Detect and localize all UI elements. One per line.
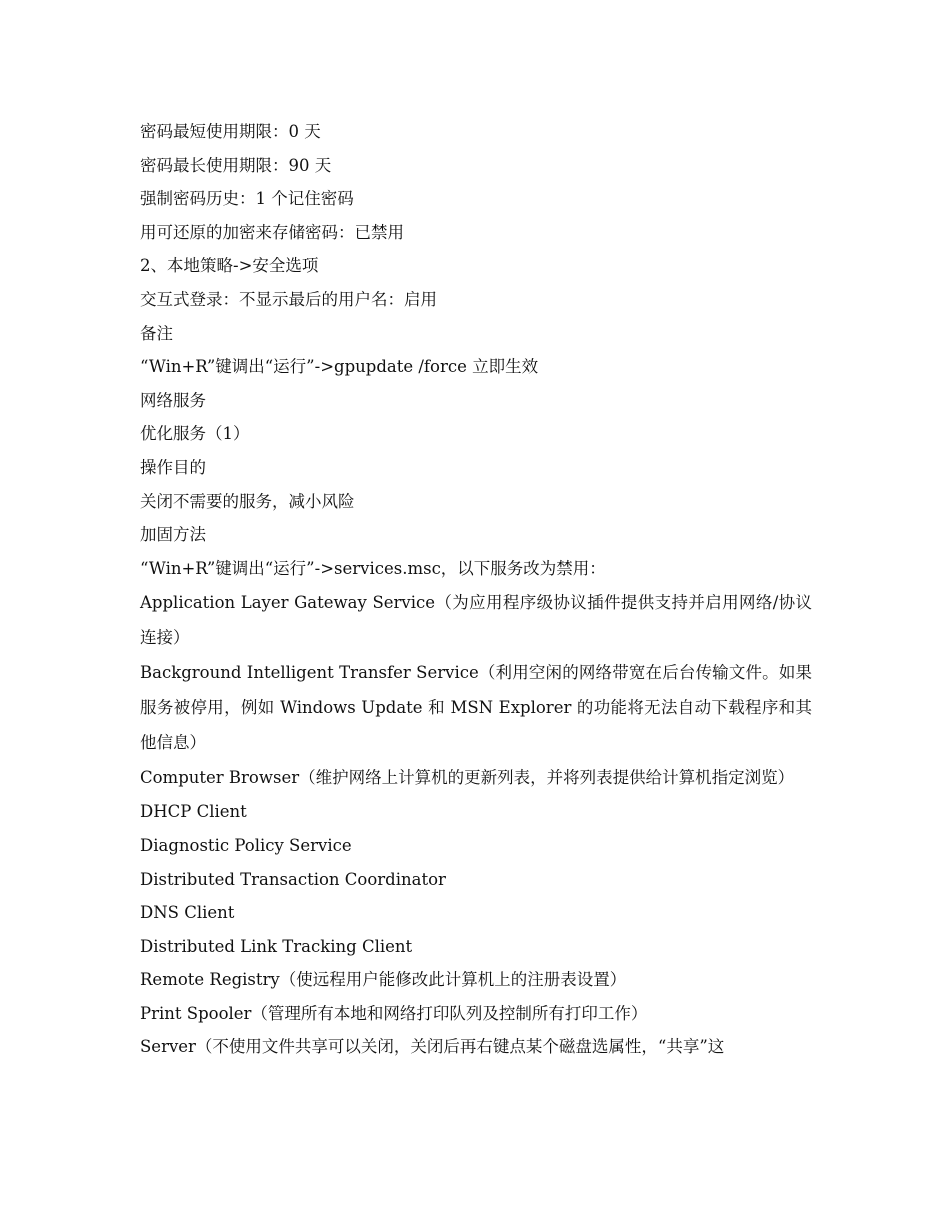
services-msc-instruction-line: “Win+R”键调出“运行”->services.msc，以下服务改为禁用： [140, 558, 606, 578]
service-diagnostic-policy: Diagnostic Policy Service [140, 835, 352, 855]
section-local-policy-heading: 2、本地策略->安全选项 [140, 256, 319, 276]
service-dhcp-client: DHCP Client [140, 802, 247, 822]
gpupdate-instruction-line: “Win+R”键调出“运行”->gpupdate /force 立即生效 [140, 357, 539, 377]
max-password-age-line: 密码最长使用期限：90 天 [140, 155, 332, 175]
interactive-logon-line: 交互式登录：不显示最后的用户名：启用 [140, 289, 437, 309]
note-heading: 备注 [140, 323, 173, 343]
min-password-age-line: 密码最短使用期限：0 天 [140, 122, 321, 141]
service-remote-registry: Remote Registry（使远程用户能修改此计算机上的注册表设置） [140, 970, 627, 990]
hardening-method-heading: 加固方法 [140, 525, 206, 545]
service-computer-browser: Computer Browser（维护网络上计算机的更新列表，并将列表提供给计算机指定浏览） [140, 768, 795, 788]
optimize-services-heading: 优化服务（1） [140, 424, 250, 444]
password-history-line: 强制密码历史：1 个记住密码 [140, 189, 354, 209]
purpose-heading: 操作目的 [140, 457, 206, 477]
service-dns-client: DNS Client [140, 903, 235, 923]
document-body [140, 115, 812, 1064]
service-server: Server（不使用文件共享可以关闭，关闭后再右键点某个磁盘选属性，“共享”这 [140, 1037, 725, 1057]
reversible-encryption-line: 用可还原的加密来存储密码：已禁用 [140, 222, 404, 242]
service-background-intelligent-transfer: Background Intelligent Transfer Service（利用空闲的网络带宽在后台传输文件。如果服务被停用，例如 Windows Update 和 MSN Explorer 的功能将无法自动下载程序和其他信息） [140, 663, 812, 753]
network-services-heading: 网络服务 [140, 390, 206, 410]
service-distributed-transaction-coordinator: Distributed Transaction Coordinator [140, 869, 446, 889]
purpose-text: 关闭不需要的服务，减小风险 [140, 491, 355, 511]
service-distributed-link-tracking: Distributed Link Tracking Client [140, 936, 413, 956]
service-application-layer-gateway: Application Layer Gateway Service（为应用程序级协议插件提供支持并启用网络/协议连接） [140, 593, 812, 648]
service-print-spooler: Print Spooler（管理所有本地和网络打印队列及控制所有打印工作） [140, 1003, 648, 1023]
